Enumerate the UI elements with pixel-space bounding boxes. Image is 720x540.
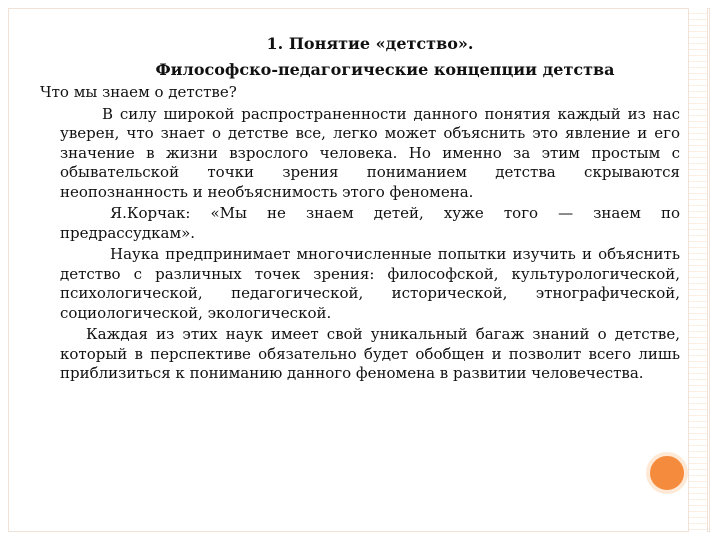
paragraph-4: Каждая из этих наук имеет свой уникальный багаж знаний о детстве, который в перспективе обязательно будет обобщен и позволит всего лишь приблизиться к пониманию данного феномена в развитии человечества. [60, 325, 680, 382]
paragraph-1: В силу широкой распространенности данного понятия каждый из нас уверен, что знает о детстве все, легко может объяснить это явление и его значение в жизни взрослого человека. Но именно за этим простым с обывательской точки зрения пониманием детства скрываются неопознанность и необъяснимость этого феномена. [60, 104, 680, 201]
slide-subtitle: Философско-педагогические концепции детства [155, 59, 615, 79]
slide-content [40, 34, 680, 386]
decorative-side-band [688, 8, 708, 532]
slide-title: 1. Понятие «детство». [266, 34, 474, 53]
question-line: Что мы знаем о детстве? [40, 83, 237, 101]
korczak-quote: Я.Корчак: «Мы не знаем детей, хуже того — знаем по предрассудкам». [60, 204, 680, 242]
orange-circle-icon [646, 452, 688, 494]
paragraph-3: Наука предпринимает многочисленные попытки изучить и объяснить детство с различных точек зрения: философской, культурологической, психологической, педагогической, исторической, этнографической, социологической, экологической. [60, 245, 680, 322]
